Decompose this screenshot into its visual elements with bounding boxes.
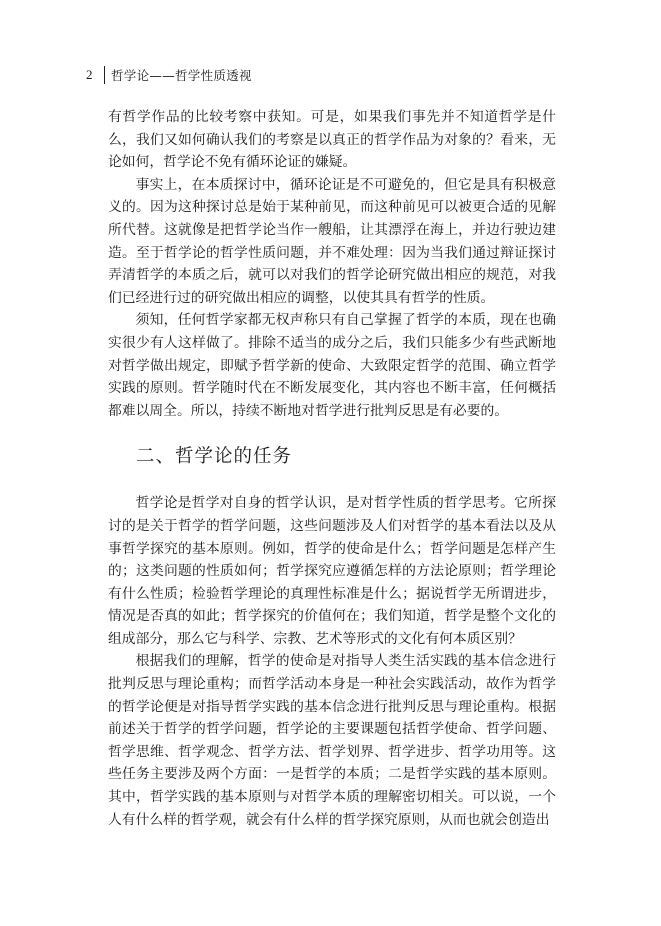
header-divider [104, 66, 105, 84]
paragraph: 事实上，在本质探讨中，循环论证是不可避免的，但它是具有积极意义的。因为这种探讨总是始于某种前见，而这种前见可以被更合适的见解所代替。这就像是把哲学论当作一艘船，让其漂浮在海上，并边行驶边建造。至于哲学论的哲学性质问题，并不难处理：因为当我们通过辩证探讨弄清哲学的本质之后，就可以对我们的哲学论研究做出相应的规范，对我们已经进行过的研究做出相应的调整，以使其具有哲学的性质。 [108, 176, 556, 306]
section-heading: 二、哲学论的任务 [136, 446, 293, 468]
paragraph: 须知，任何哲学家都无权声称只有自己掌握了哲学的本质，现在也确实很少有人这样做了。排除不适当的成分之后，我们只能多少有些武断地对哲学做出规定，即赋予哲学新的使命、大致限定哲学的范围、确立哲学实践的原则。哲学随时代在不断发展变化，其内容也不断丰富，任何概括都难以周全。所以，持续不断地对哲学进行批判反思是有必要的。 [108, 312, 556, 419]
paragraph: 哲学论是哲学对自身的哲学认识，是对哲学性质的哲学思考。它所探讨的是关于哲学的哲学问题，这些问题涉及人们对哲学的基本看法以及从事哲学探究的基本原则。例如，哲学的使命是什么；哲学问题是怎样产生的；这类问题的性质如何；哲学探究应遵循怎样的方法论原则；哲学理论有什么性质；检验哲学理论的真理性标准是什么；据说哲学无所谓进步，情况是否真的如此；哲学探究的价值何在；我们知道，哲学是整个文化的组成部分，那么它与科学、宗教、艺术等形式的文化有何本质区别？ [108, 495, 556, 647]
running-header-title: 哲学论——哲学性质透视 [111, 68, 252, 83]
running-header [86, 64, 252, 86]
paragraph-continued: 有哲学作品的比较考察中获知。可是，如果我们事先并不知道哲学是什么，我们又如何确认我们的考察是以真正的哲学作品为对象的？看来，无论如何，哲学论不免有循环论证的嫌疑。 [108, 109, 556, 171]
page-number: 2 [86, 67, 93, 82]
paragraph: 根据我们的理解，哲学的使命是对指导人类生活实践的基本信念进行批判反思与理论重构；而哲学活动本身是一种社会实践活动，故作为哲学的哲学论便是对指导哲学实践的基本信念进行批判反思与理论重构。根据前述关于哲学的哲学问题，哲学论的主要课题包括哲学使命、哲学问题、哲学思维、哲学观念、哲学方法、哲学划界、哲学进步、哲学功用等。这些任务主要涉及两个方面：一是哲学的本质；二是哲学实践的基本原则。其中，哲学实践的基本原则与对哲学本质的理解密切相关。可以说，一个人有什么样的哲学观，就会有什么样的哲学探究原则，从而也就会创造出 [108, 653, 556, 828]
body-text [108, 106, 556, 831]
